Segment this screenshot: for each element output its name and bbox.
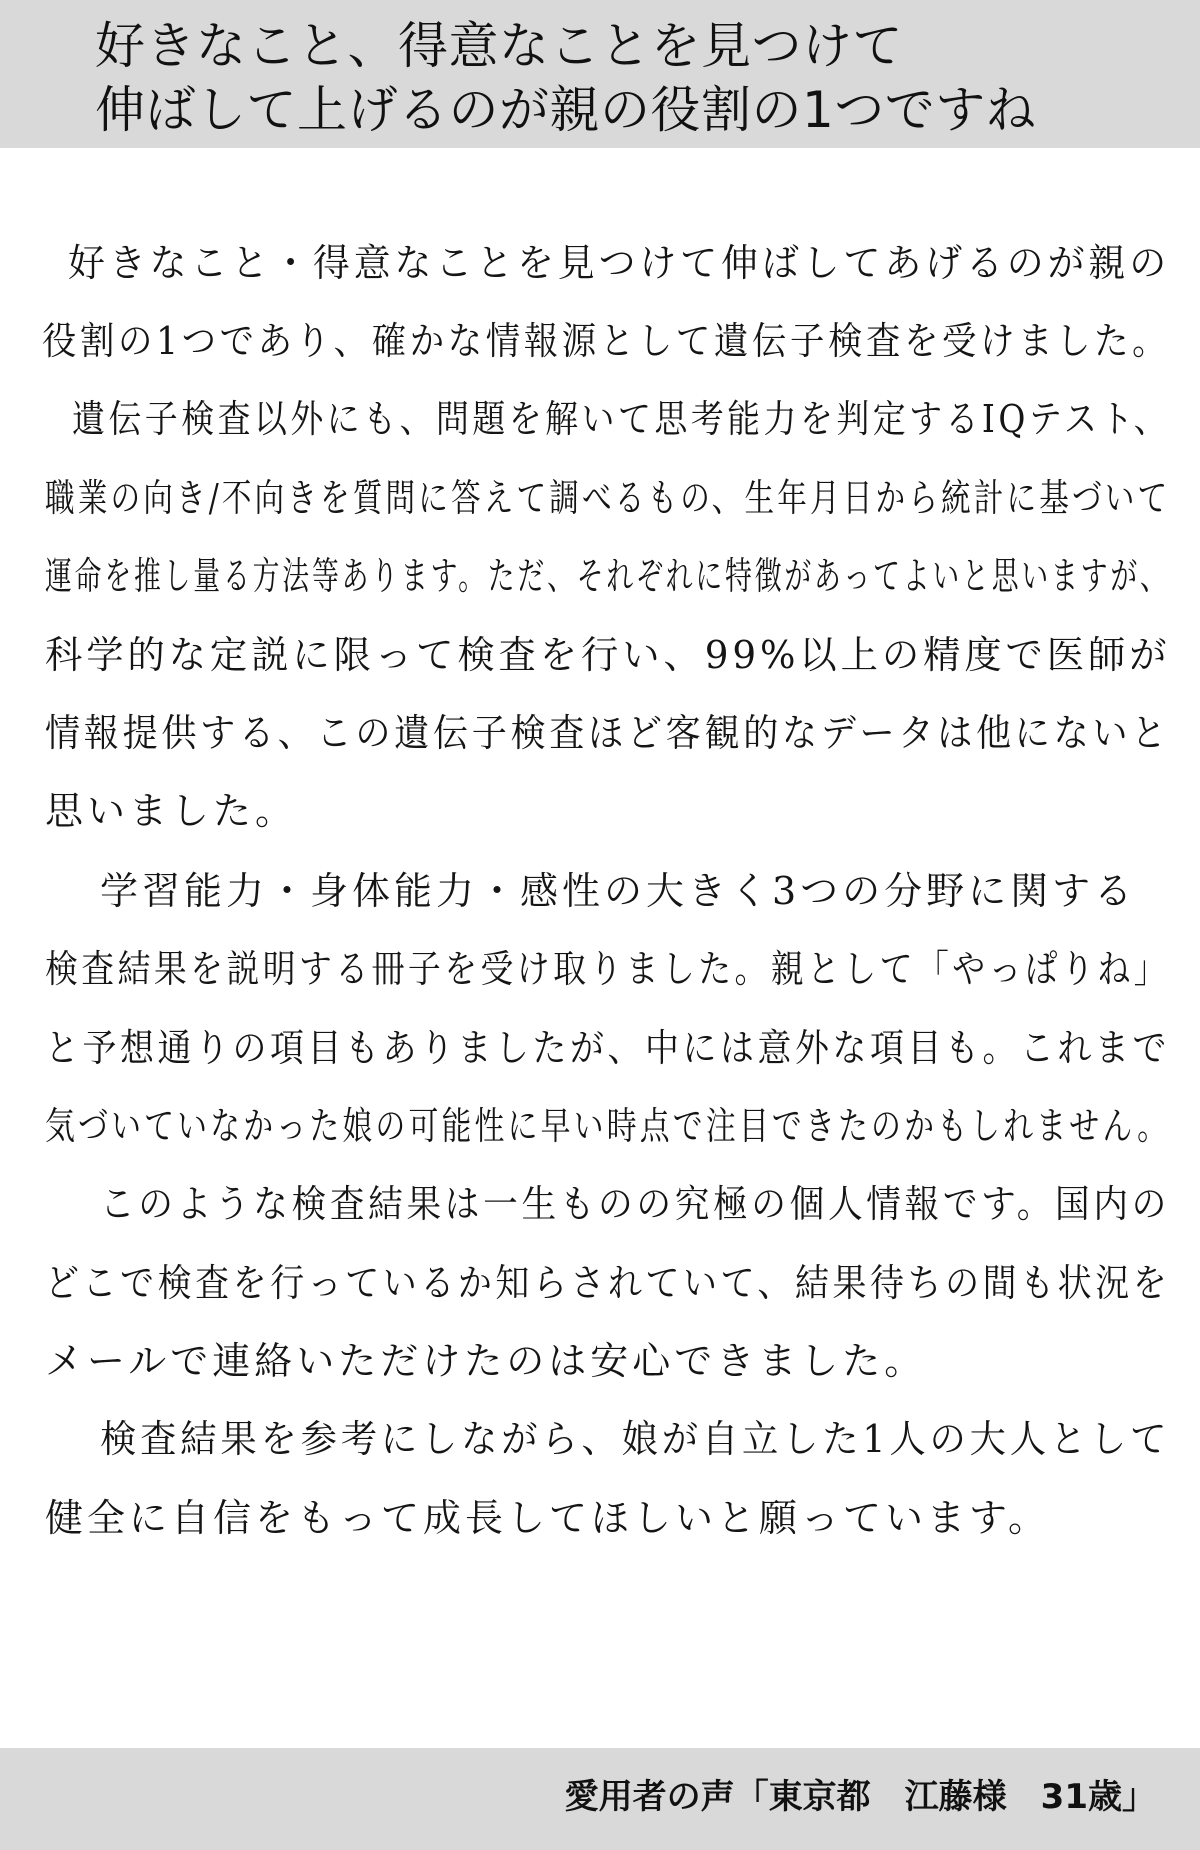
letter-line: 科学的な定説に限って検査を行い、99%以上の精度で医師が — [45, 633, 1171, 677]
title-line-2: 伸ばして上げるのが親の役割の1つですね — [95, 81, 1037, 139]
letter-line: 運命を推し量る方法等あります。ただ、それぞれに特徴があってよいと思いますが、 — [45, 554, 1170, 598]
testimonial-footer — [0, 1748, 1200, 1850]
letter-line: 役割の1つであり、確かな情報源として遺伝子検査を受けました。 — [42, 319, 1171, 363]
letter-line: 職業の向き/不向きを質問に答えて調べるもの、生年月日から統計に基づいて — [45, 476, 1171, 520]
letter-line: メールで連絡いただけたのは安心できました。 — [45, 1339, 927, 1383]
title-line-1: 好きなこと、得意なことを見つけて — [95, 17, 903, 75]
letter-line: 検査結果を説明する冊子を受け取りました。親として「やっぱりね」 — [45, 947, 1171, 991]
letter-line: 情報提供する、この遺伝子検査ほど客観的なデータは他にないと — [45, 711, 1170, 755]
letter-line: 遺伝子検査以外にも、問題を解いて思考能力を判定するIQテスト、 — [72, 397, 1171, 441]
letter-line: 気づいていなかった娘の可能性に早い時点で注目できたのかもしれません。 — [45, 1104, 1171, 1148]
letter-line: 学習能力・身体能力・感性の大きく3つの分野に関する — [100, 869, 1137, 913]
letter-line: このような検査結果は一生ものの究極の個人情報です。国内の — [100, 1182, 1170, 1226]
letter-line: どこで検査を行っているか知らされていて、結果待ちの間も状況を — [45, 1261, 1171, 1305]
letter-line: 検査結果を参考にしながら、娘が自立した1人の大人として — [100, 1417, 1171, 1461]
title-banner — [0, 0, 1200, 148]
letter-line: と予想通りの項目もありましたが、中には意外な項目も。これまで — [45, 1026, 1171, 1070]
letter-line: 健全に自信をもって成長してほしいと願っています。 — [45, 1496, 1050, 1540]
letter-line: 好きなこと・得意なことを見つけて伸ばしてあげるのが親の — [68, 241, 1171, 285]
letter-line: 思いました。 — [45, 789, 298, 833]
testimonial-attribution: 愛用者の声「東京都 江藤様 31歳」 — [564, 1777, 1156, 1817]
